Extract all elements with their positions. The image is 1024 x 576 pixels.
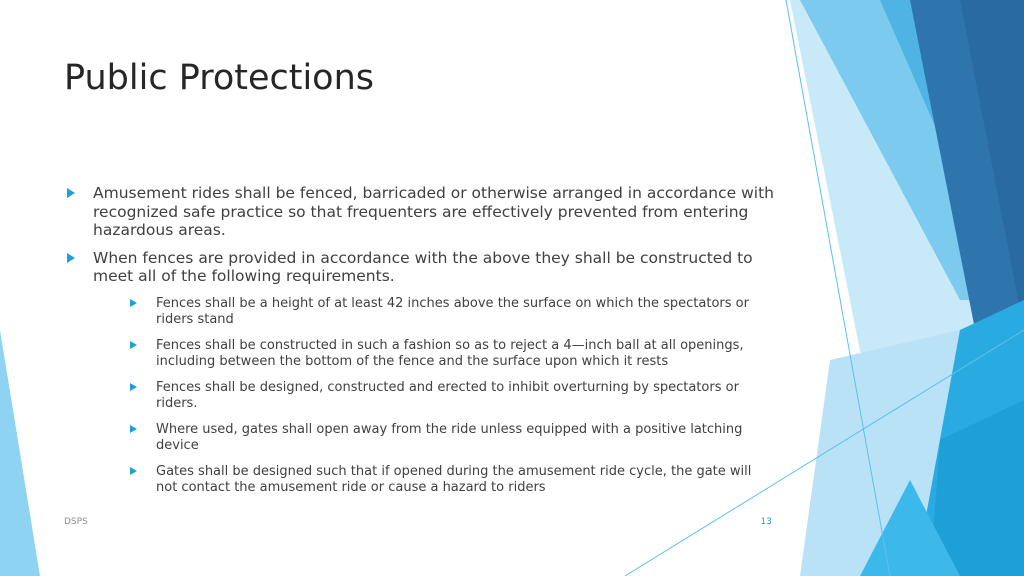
bullet-text: When fences are provided in accordance with the above they shall be constructed to meet all of the following requirements. xyxy=(93,248,753,285)
bullet-arrow-icon xyxy=(67,188,75,198)
sub-bullet-item xyxy=(127,422,774,454)
sub-bullet-arrow-icon xyxy=(130,425,137,433)
bullet-arrow-icon xyxy=(67,253,75,263)
sub-bullet-item xyxy=(127,380,774,412)
sub-bullet-text: Gates shall be designed such that if opened during the amusement ride cycle, the gate will not contact the amusement ride or cause a hazard to riders xyxy=(156,463,752,495)
slide-content xyxy=(64,184,774,506)
sub-bullet-list xyxy=(93,296,774,496)
sub-bullet-text: Fences shall be designed, constructed and erected to inhibit overturning by spectators or riders. xyxy=(156,379,739,411)
sub-bullet-text: Fences shall be a height of at least 42 inches above the surface on which the spectators or riders stand xyxy=(156,295,749,327)
sub-bullet-arrow-icon xyxy=(130,383,137,391)
sub-bullet-item xyxy=(127,464,774,496)
bullet-item xyxy=(64,249,774,496)
bullet-list xyxy=(64,184,774,496)
sub-bullet-text: Where used, gates shall open away from the ride unless equipped with a positive latching device xyxy=(156,421,743,453)
page-number: 13 xyxy=(760,517,772,527)
sub-bullet-arrow-icon xyxy=(130,299,137,307)
bullet-item xyxy=(64,184,774,240)
page-title: Public Protections xyxy=(64,58,375,98)
bullet-text: Amusement rides shall be fenced, barricaded or otherwise arranged in accordance with recognized safe practice so that frequenters are effectively prevented from entering hazardous areas. xyxy=(93,184,774,239)
footer-text: DSPS xyxy=(64,517,88,527)
sub-bullet-item xyxy=(127,296,774,328)
sub-bullet-item xyxy=(127,338,774,370)
left-edge-shape xyxy=(0,330,40,576)
sub-bullet-arrow-icon xyxy=(130,341,137,349)
sub-bullet-arrow-icon xyxy=(130,467,137,475)
sub-bullet-text: Fences shall be constructed in such a fashion so as to reject a 4—inch ball at all openings, including between the bottom of the fence and the surface upon which it rests xyxy=(156,337,744,369)
